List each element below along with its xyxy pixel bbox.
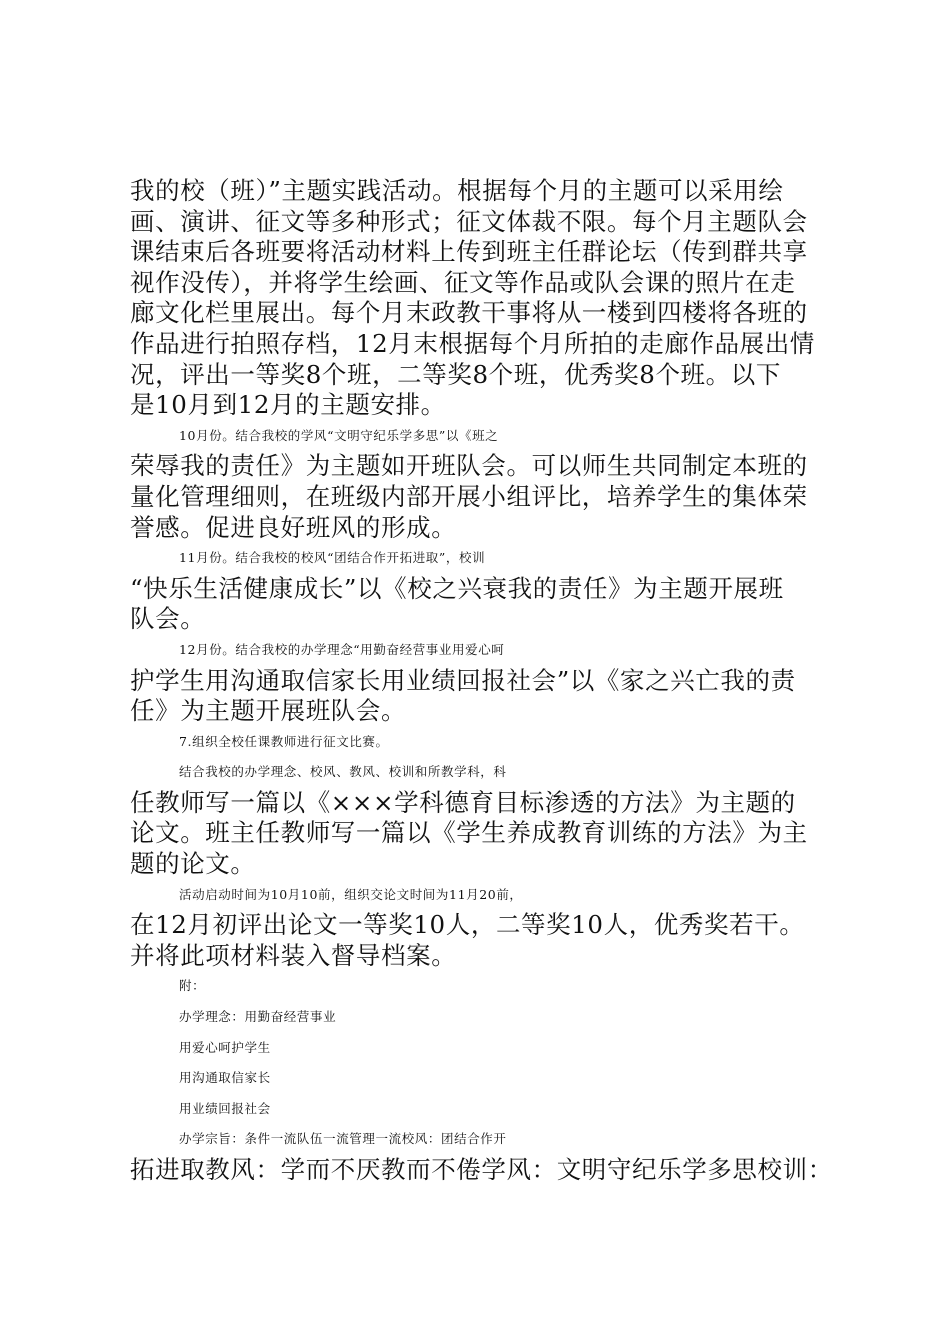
document-page: [130, 176, 835, 1186]
paragraph-p8: [130, 971, 835, 1002]
text-line: 任》为主题开展班队会。: [130, 696, 407, 726]
text-line: 论文。班主任教师写一篇以《学生养成教育训练的方法》为主: [130, 818, 808, 848]
text-line: 誉感。促进良好班风的形成。: [130, 512, 457, 542]
text-line: 况，评出一等奖8个班，二等奖8个班，优秀奖8个班。以下: [130, 359, 781, 389]
text-line: 11月份。结合我校的校风“团结合作开拓进取”，校训: [179, 550, 486, 566]
text-line: 我的校（班）”主题实践活动。根据每个月的主题可以采用绘: [130, 176, 784, 205]
paragraph-p2: [130, 421, 835, 543]
text-line: 任教师写一篇以《×××学科德育目标渗透的方法》为主题的: [130, 787, 796, 817]
text-line: 是10月到12月的主题安排。: [130, 390, 446, 420]
text-line: 题的论文。: [130, 849, 256, 879]
paragraph-p10: [130, 1033, 835, 1064]
paragraph-p13: [130, 1124, 835, 1185]
text-line: 结合我校的办学理念、校风、教风、校训和所教学科，科: [179, 764, 507, 780]
text-line: 办学宗旨：条件一流队伍一流管理一流校风：团结合作开: [179, 1131, 507, 1147]
text-line: 10月份。结合我校的学风“文明守纪乐学多思”以《班之: [179, 427, 499, 443]
text-line: 量化管理细则，在班级内部开展小组评比，培养学生的集体荣: [130, 481, 808, 511]
text-line: 用爱心呵护学生: [179, 1039, 271, 1055]
text-line: 视作没传），并将学生绘画、征文等作品或队会课的照片在走: [130, 267, 796, 297]
paragraph-p11: [130, 1063, 835, 1094]
paragraph-p1: [130, 176, 835, 421]
text-line: 附：: [179, 978, 206, 994]
text-line: 并将此项材料装入督导档案。: [130, 940, 457, 970]
text-line: 廊文化栏里展出。每个月末政教干事将从一楼到四楼将各班的: [130, 298, 808, 328]
text-line: 办学理念：用勤奋经营事业: [179, 1009, 337, 1025]
text-line: 队会。: [130, 604, 206, 634]
text-line: 12月份。结合我校的办学理念“用勤奋经营事业用爱心呵: [179, 641, 505, 657]
paragraph-p6: [130, 757, 835, 879]
text-line: 在12月初评出论文一等奖10人，二等奖10人，优秀奖若干。: [130, 910, 805, 940]
text-line: 7.组织全校任课教师进行征文比赛。: [179, 733, 389, 749]
text-line: “快乐生活健康成长”以《校之兴衰我的责任》为主题开展班: [130, 573, 784, 603]
text-line: 用沟通取信家长: [179, 1070, 271, 1086]
paragraph-p4: [130, 635, 835, 727]
text-line: 作品进行拍照存档，12月末根据每个月所拍的走廊作品展出情: [130, 328, 815, 358]
text-line: 课结束后各班要将活动材料上传到班主任群论坛（传到群共享: [130, 237, 808, 267]
text-line: 活动启动时间为10月10前，组织交论文时间为11月20前，: [179, 886, 523, 902]
text-line: 护学生用沟通取信家长用业绩回报社会”以《家之兴亡我的责: [130, 665, 796, 695]
paragraph-p12: [130, 1094, 835, 1125]
text-line: 荣辱我的责任》为主题如开班队会。可以师生共同制定本班的: [130, 451, 808, 481]
text-line: 画、演讲、征文等多种形式；征文体裁不限。每个月主题队会: [130, 206, 808, 236]
paragraph-p9: [130, 1002, 835, 1033]
paragraph-p7: [130, 880, 835, 972]
text-line: 拓进取教风：学而不厌教而不倦学风：文明守纪乐学多思校训：: [130, 1155, 833, 1184]
text-line: 用业绩回报社会: [179, 1100, 271, 1116]
paragraph-p5: [130, 727, 835, 758]
paragraph-p3: [130, 543, 835, 635]
